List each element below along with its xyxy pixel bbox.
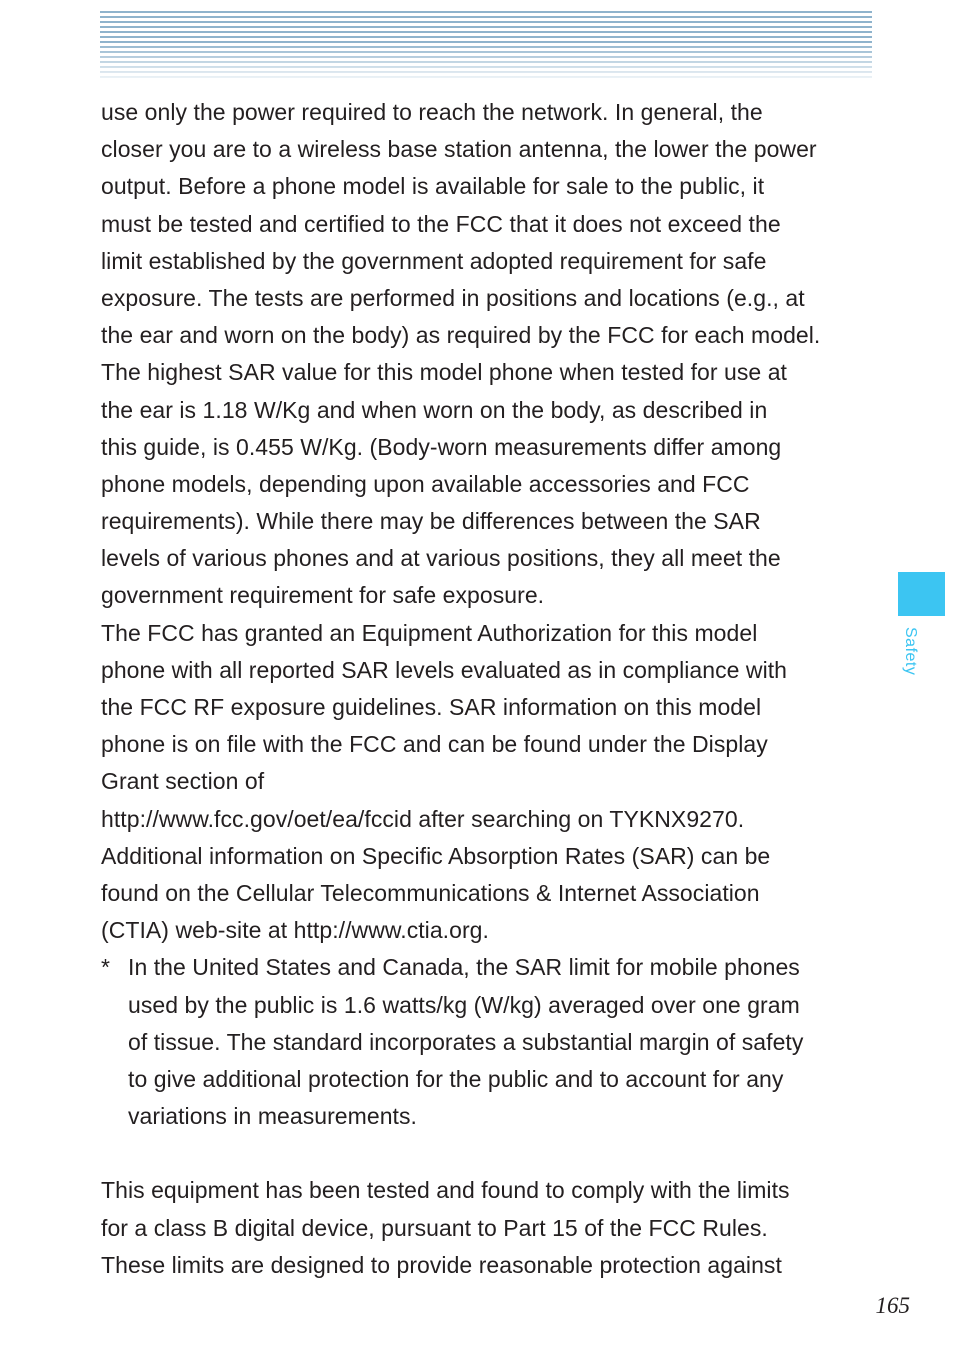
body-line: phone is on file with the FCC and can be found under the Display xyxy=(101,731,768,758)
body-line: for a class B digital device, pursuant to Part 15 of the FCC Rules. xyxy=(101,1214,768,1241)
page-number: 165 xyxy=(875,1293,910,1318)
sar-note-line: of tissue. The standard incorporates a substantial margin of safety xyxy=(128,1028,804,1055)
body-line: requirements). While there may be differences between the SAR xyxy=(101,508,761,535)
body-line: exposure. The tests are performed in positions and locations (e.g., at xyxy=(101,284,805,311)
fcc-id-url-line: http://www.fcc.gov/oet/ea/fccid after searching on TYKNX9270. xyxy=(101,805,745,832)
body-line: The highest SAR value for this model phone when tested for use at xyxy=(101,359,787,386)
body-line: This equipment has been tested and found to comply with the limits xyxy=(101,1177,790,1204)
body-line: phone with all reported SAR levels evaluated as in compliance with xyxy=(101,656,788,683)
body-line: found on the Cellular Telecommunications & Internet Association xyxy=(101,879,760,906)
body-line: Grant section of xyxy=(101,768,265,795)
header-stripe-fade xyxy=(100,11,872,79)
section-tab-marker xyxy=(898,572,945,616)
body-line: closer you are to a wireless base station antenna, the lower the power xyxy=(101,136,817,163)
body-line: These limits are designed to provide reasonable protection against xyxy=(101,1251,782,1278)
body-line: the ear and worn on the body) as required by the FCC for each model. xyxy=(101,322,821,349)
body-line: The FCC has granted an Equipment Authorization for this model xyxy=(101,619,758,646)
paragraph-gap xyxy=(101,1135,876,1172)
body-line: levels of various phones and at various positions, they all meet the xyxy=(101,545,781,572)
body-line: use only the power required to reach the network. In general, the xyxy=(101,99,763,125)
body-line: phone models, depending upon available accessories and FCC xyxy=(101,470,750,497)
note-asterisk: * xyxy=(101,954,111,981)
sar-note-line xyxy=(101,949,876,986)
body-line: the ear is 1.18 W/Kg and when worn on the body, as described in xyxy=(101,396,768,423)
body-line: government requirement for safe exposure. xyxy=(101,582,545,609)
body-line: must be tested and certified to the FCC that it does not exceed the xyxy=(101,210,781,237)
ctia-url-line: (CTIA) web-site at http://www.ctia.org. xyxy=(101,917,489,944)
note-text: In the United States and Canada, the SAR limit for mobile phones xyxy=(128,954,800,981)
body-line: output. Before a phone model is available for sale to the public, it xyxy=(101,173,765,200)
sar-note-line: variations in measurements. xyxy=(128,1103,417,1130)
section-side-label: Safety xyxy=(902,627,919,676)
body-line: Additional information on Specific Absorption Rates (SAR) can be xyxy=(101,842,771,869)
header-stripe-band xyxy=(100,11,872,79)
sar-note-line: to give additional protection for the public and to account for any xyxy=(128,1065,784,1092)
body-line: the FCC RF exposure guidelines. SAR information on this model xyxy=(101,694,762,720)
body-line: limit established by the government adopted requirement for safe xyxy=(101,247,767,274)
sar-note-line: used by the public is 1.6 watts/kg (W/kg) averaged over one gram xyxy=(128,991,800,1018)
page-body xyxy=(101,94,876,1284)
body-line: this guide, is 0.455 W/Kg. (Body-worn measurements differ among xyxy=(101,433,782,460)
